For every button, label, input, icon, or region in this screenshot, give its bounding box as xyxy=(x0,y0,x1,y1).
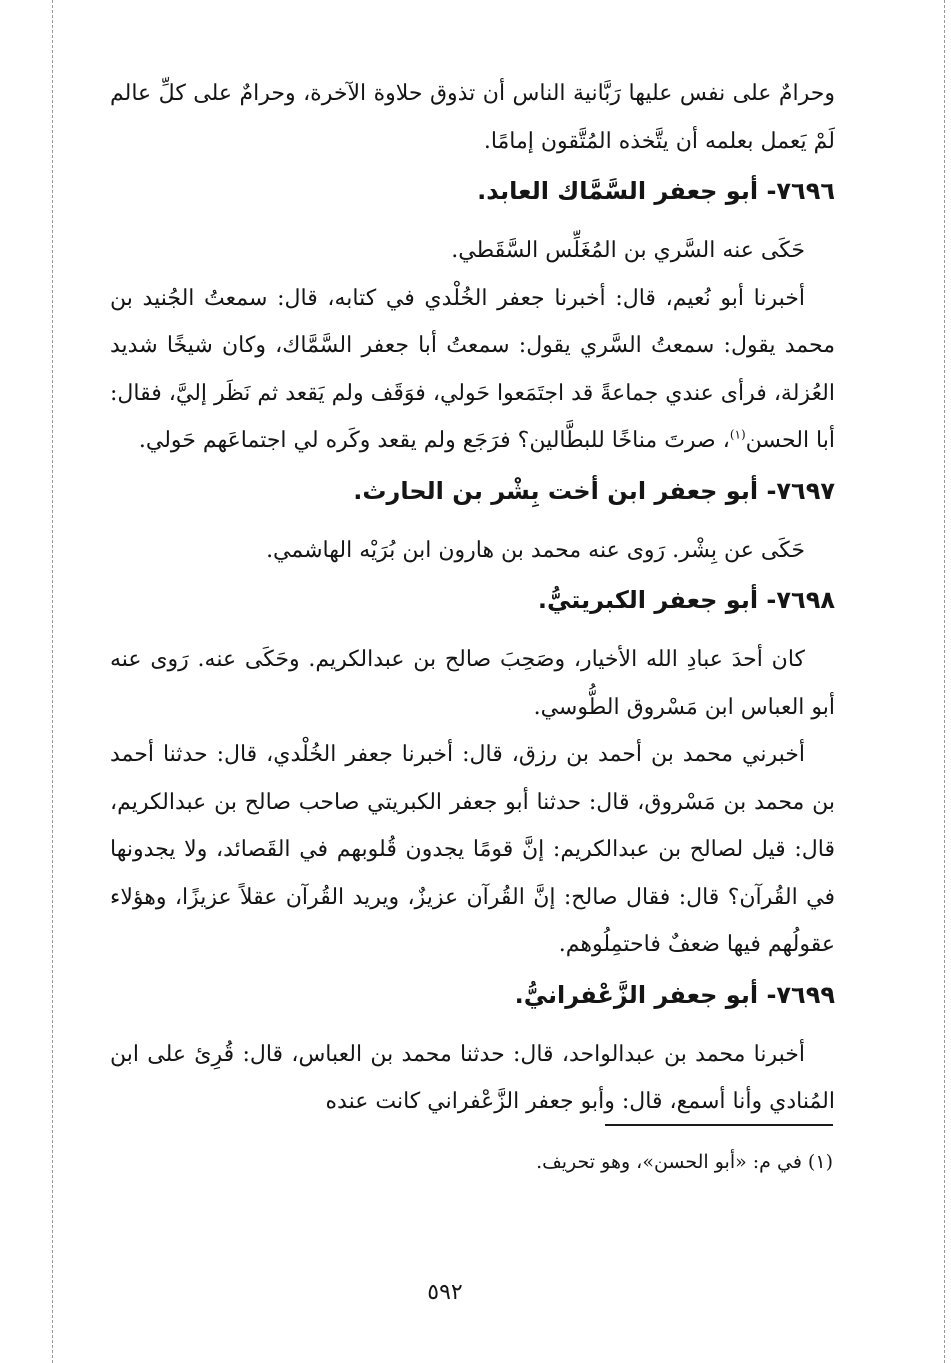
right-page-edge xyxy=(944,0,945,1363)
entry-heading-7697: ٧٦٩٧- أبو جعفر ابن أخت بِشْر بن الحارث. xyxy=(353,476,835,505)
left-page-edge xyxy=(52,0,53,1363)
entry-heading-7696: ٧٦٩٦- أبو جعفر السَّمَّاك العابد. xyxy=(477,177,835,205)
paragraph-report xyxy=(110,275,835,465)
entry-heading-7698: ٧٦٩٨- أبو جعفر الكبريتيُّ. xyxy=(537,586,835,614)
paragraph-continuation: وحرامٌ على نفس عليها رَبَّانية الناس أن تذوق حلاوة الآخرة، وحرامٌ على كلِّ عالم لَمْ يَعمل بعلمه أن يتَّخذه المُتَّقون إمامًا. xyxy=(110,81,835,154)
paragraph-narration: حَكَى عنه السَّري بن المُغَلِّس السَّقَطي. xyxy=(451,238,805,263)
report-text: أخبرنا أبو نُعيم، قال: أخبرنا جعفر الخُلْدي في كتابه، قال: سمعتُ الجُنيد بن محمد يقول: سمعتُ السَّري يقول: سمعتُ أبا جعفر السَّمَّاك، وكان شيخًا شديد العُزلة، فرأى عندي جماعةً قد اجتَمَعوا حَولي، فوَقَف ولم يَقعد ثم نَظَر إليَّ، فقال: أبا الحسن xyxy=(110,285,835,453)
footnote: (١) في م: «أبو الحسن»، وهو تحريف. xyxy=(536,1151,833,1173)
paragraph-narration: حَكَى عن بِشْر. رَوى عنه محمد بن هارون ابن بُرَيْه الهاشمي. xyxy=(266,537,805,563)
paragraph-report: أخبرنا محمد بن عبدالواحد، قال: حدثنا محمد بن العباس، قال: قُرِئ على ابن المُنادي وأنا أسمع، قال: وأبو جعفر الزَّعْفراني كانت عنده xyxy=(110,1041,835,1114)
report-text-after: ، صرتَ مناخًا للبطَّالين؟ فرَجَع ولم يقعد وكَره لي اجتماعَهم حَولي. xyxy=(138,428,730,453)
paragraph-report: أخبرني محمد بن أحمد بن رزق، قال: أخبرنا جعفر الخُلْدي، قال: حدثنا أحمد بن محمد بن مَسْروق، قال: حدثنا أبو جعفر الكبريتي صاحب صالح بن عبدالكريم، قال: قيل لصالح بن عبدالكريم: إنَّ قومًا يجدون قُلوبهم في القَصائد، ولا يجدونها في القُرآن؟ قال: فقال صالح: إنَّ القُرآن عزيزٌ، ويريد القُرآن عقلاً عزيزًا، وهؤلاء عقولُهم فيها ضعفٌ فاحتمِلُوهم. xyxy=(110,742,835,957)
page-number: ٥٩٢ xyxy=(427,1280,463,1305)
entry-heading-7699: ٧٦٩٩- أبو جعفر الزَّعْفرانيُّ. xyxy=(514,980,835,1009)
footnote-separator xyxy=(605,1124,833,1126)
page-body xyxy=(110,70,835,1126)
paragraph-description: كان أحدَ عبادِ الله الأخيار، وصَحِبَ صالح بن عبدالكريم. وحَكَى عنه. رَوى عنه أبو العباس ابن مَسْروق الطُّوسي. xyxy=(110,647,835,720)
footnote-marker: (١) xyxy=(729,427,746,442)
